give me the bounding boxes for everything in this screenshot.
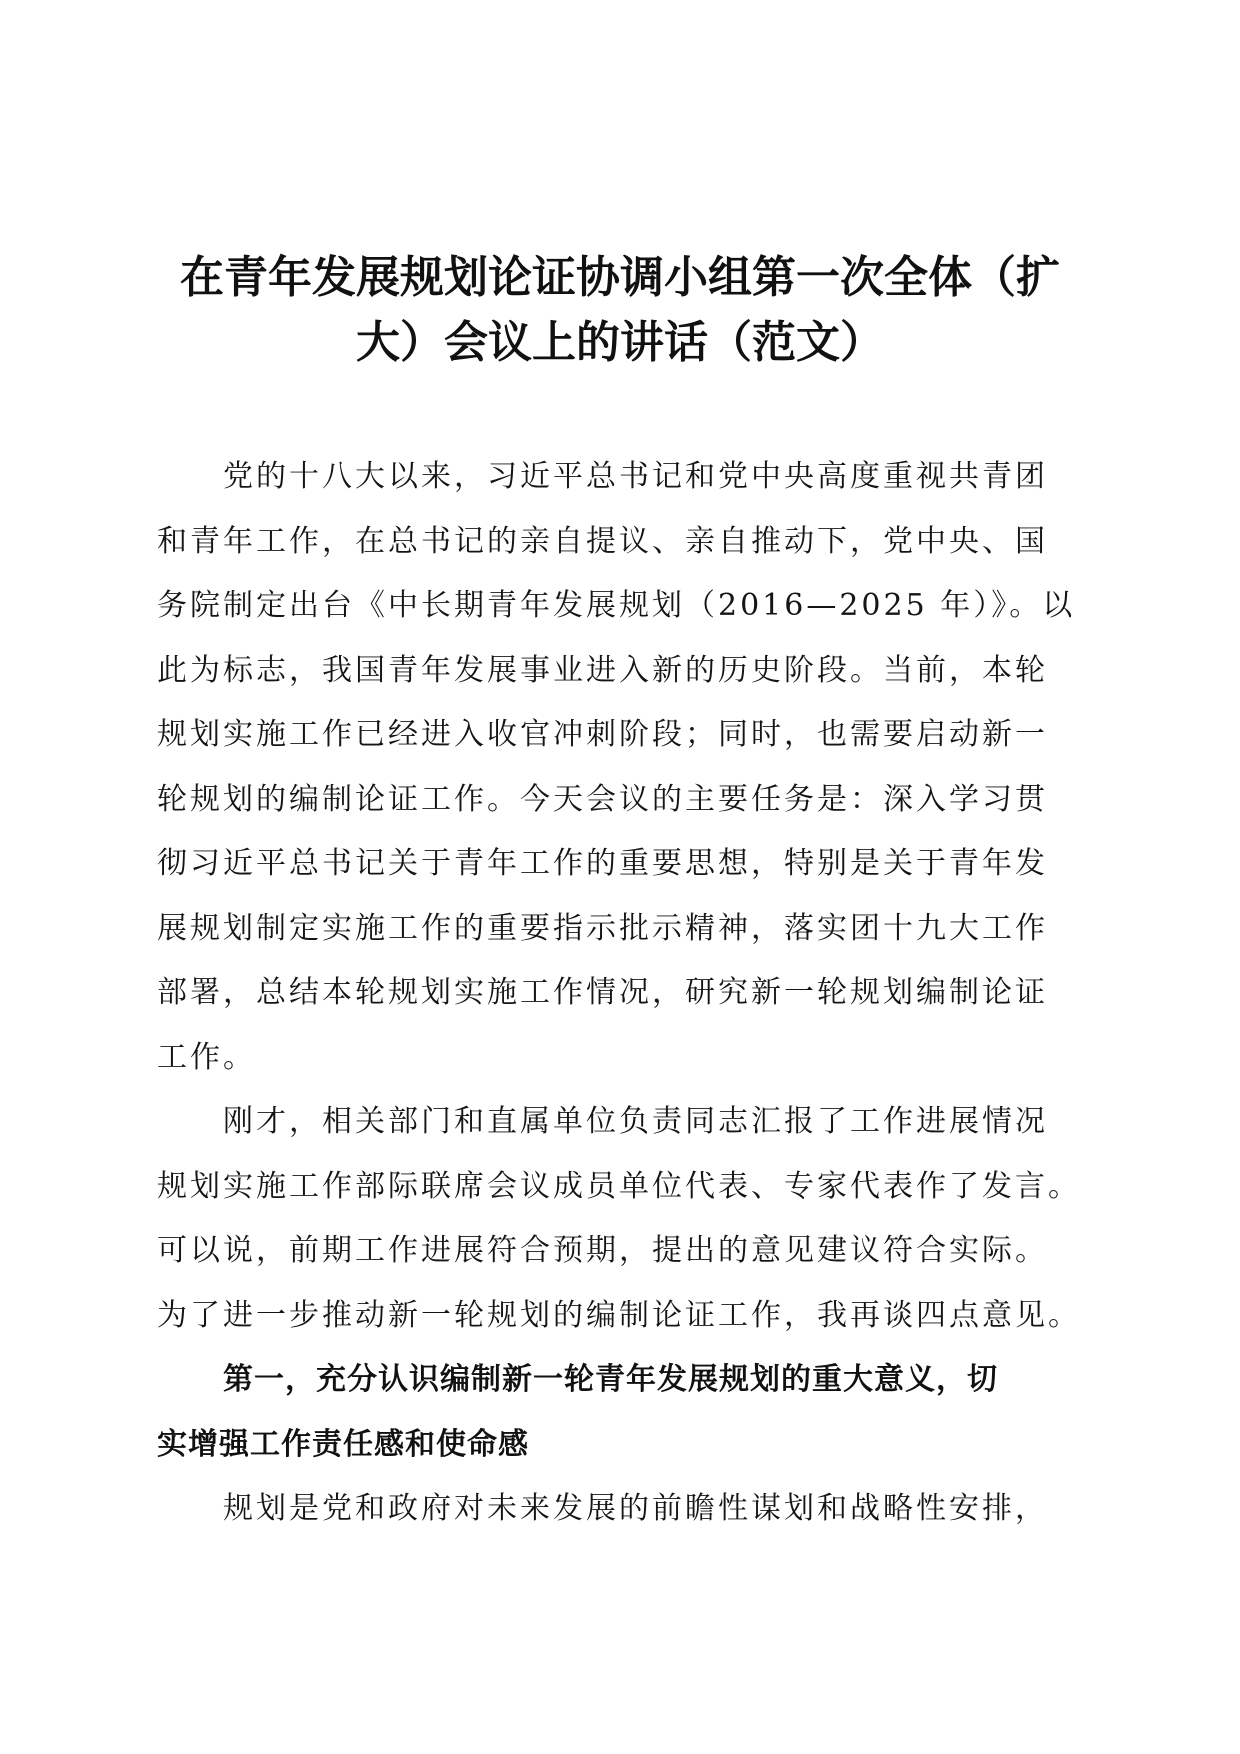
paragraph-line: 展规划制定实施工作的重要指示批示精神，落实团十九大工作 xyxy=(157,910,1048,946)
document-body xyxy=(157,445,1097,1542)
paragraph-line: 规划是党和政府对未来发展的前瞻性谋划和战略性安排， xyxy=(223,1491,1048,1526)
paragraph-line: 为了进一步推动新一轮规划的编制论证工作，我再谈四点意见。 xyxy=(157,1297,1081,1333)
paragraph-line: 党的十八大以来，习近平总书记和党中央高度重视共青团 xyxy=(223,459,1048,494)
paragraph-reports xyxy=(157,1090,1097,1348)
paragraph-line: 可以说，前期工作进展符合预期，提出的意见建议符合实际。 xyxy=(157,1233,1048,1268)
paragraph-line: 部署，总结本轮规划实施工作情况，研究新一轮规划编制论证 xyxy=(157,975,1048,1010)
paragraph-intro xyxy=(157,445,1097,1090)
paragraph-line: 和青年工作，在总书记的亲自提议、亲自推动下，党中央、国 xyxy=(157,523,1048,559)
document-title xyxy=(150,245,1090,374)
paragraph-line: 此为标志，我国青年发展事业进入新的历史阶段。当前，本轮 xyxy=(157,652,1048,688)
paragraph-line: 轮规划的编制论证工作。今天会议的主要任务是：深入学习贯 xyxy=(157,781,1048,817)
paragraph-line: 刚才，相关部门和直属单位负责同志汇报了工作进展情况 xyxy=(223,1104,1048,1139)
paragraph-planning xyxy=(157,1477,1097,1542)
heading-line: 第一，充分认识编制新一轮青年发展规划的重大意义，切 xyxy=(223,1362,998,1397)
paragraph-line: 规划实施工作已经进入收官冲刺阶段；同时，也需要启动新一 xyxy=(157,717,1048,752)
paragraph-line: 工作。 xyxy=(157,1039,256,1075)
paragraph-line: 务院制定出台《中长期青年发展规划（2016—2025 年）》。以 xyxy=(157,588,1076,623)
title-line: 大）会议上的讲话（范文） xyxy=(356,316,884,368)
paragraph-line: 彻习近平总书记关于青年工作的重要思想，特别是关于青年发 xyxy=(157,846,1048,881)
paragraph-line: 规划实施工作部际联席会议成员单位代表、专家代表作了发言。 xyxy=(157,1168,1081,1204)
section-heading-1 xyxy=(157,1348,1097,1477)
heading-line: 实增强工作责任感和使命感 xyxy=(157,1426,529,1462)
title-line: 在青年发展规划论证协调小组第一次全体（扩 xyxy=(180,252,1060,303)
